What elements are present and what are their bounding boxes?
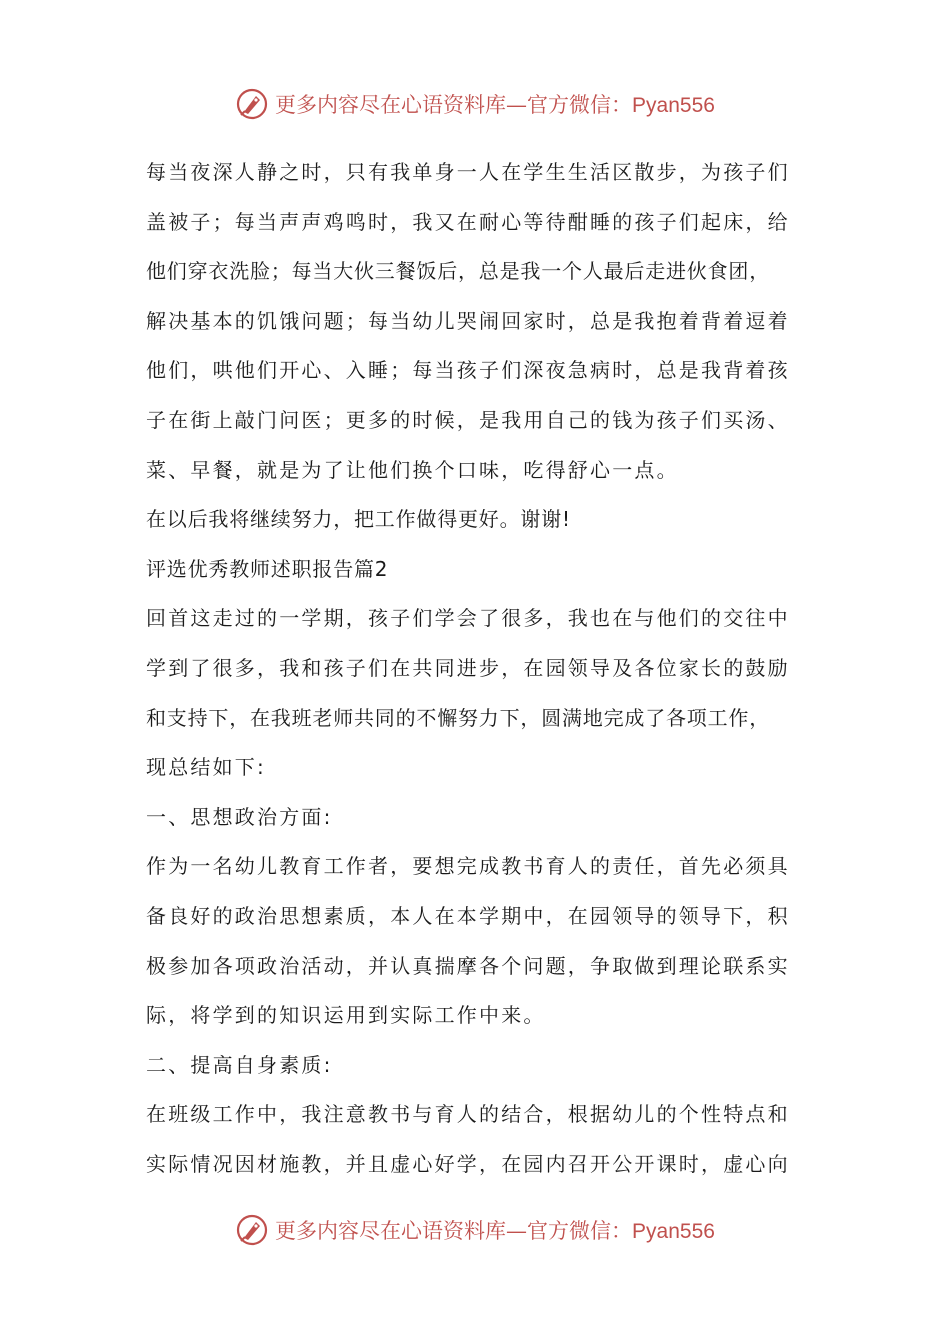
body-line: 盖被子；每当声声鸡鸣时，我又在耐心等待酣睡的孩子们起床，给 bbox=[146, 209, 790, 234]
watermark-text bbox=[275, 1215, 715, 1245]
body-line: 解决基本的饥饿问题；每当幼儿哭闹回家时，总是我抱着背着逗着 bbox=[146, 308, 790, 333]
body-line: 极参加各项政治活动，并认真揣摩各个问题，争取做到理论联系实 bbox=[146, 953, 790, 978]
watermark-wechat-id: Pyan556 bbox=[632, 94, 715, 117]
body-line: 在班级工作中，我注意教书与育人的结合，根据幼儿的个性特点和 bbox=[146, 1102, 790, 1127]
watermark-group bbox=[235, 87, 715, 121]
body-line: 实际情况因材施教，并且虚心好学，在园内召开公开课时，虚心向 bbox=[146, 1151, 790, 1176]
pen-nib-logo-icon bbox=[235, 1213, 269, 1247]
watermark-text bbox=[275, 89, 715, 119]
body-line: 现总结如下: bbox=[146, 755, 266, 780]
body-line: 他们，哄他们开心、入睡；每当孩子们深夜急病时，总是我背着孩 bbox=[146, 358, 790, 383]
body-line: 菜、早餐，就是为了让他们换个口味，吃得舒心一点。 bbox=[146, 457, 679, 482]
body-line: 备良好的政治思想素质，本人在本学期中，在园领导的领导下，积 bbox=[146, 903, 790, 928]
watermark-group bbox=[235, 1213, 715, 1247]
body-line: 际，将学到的知识运用到实际工作中来。 bbox=[146, 1003, 546, 1028]
body-line: 子在街上敲门问医；更多的时候，是我用自己的钱为孩子们买汤、 bbox=[146, 407, 790, 432]
header-watermark bbox=[0, 82, 950, 126]
watermark-label: 更多内容尽在心语资料库—官方微信： bbox=[275, 93, 633, 117]
body-line: 学到了很多，我和孩子们在共同进步，在园领导及各位家长的鼓励 bbox=[146, 655, 790, 680]
body-line: 他们穿衣洗脸；每当大伙三餐饭后，总是我一个人最后走进伙食团， bbox=[146, 259, 770, 284]
subheading: 一、思想政治方面: bbox=[146, 804, 333, 829]
watermark-wechat-id: Pyan556 bbox=[632, 1220, 715, 1243]
body-line: 每当夜深人静之时，只有我单身一人在学生生活区散步，为孩子们 bbox=[146, 160, 790, 184]
body-line: 作为一名幼儿教育工作者，要想完成教书育人的责任，首先必须具 bbox=[146, 854, 790, 879]
watermark-label: 更多内容尽在心语资料库—官方微信： bbox=[275, 1219, 633, 1243]
pen-nib-logo-icon bbox=[235, 87, 269, 121]
document-body bbox=[146, 148, 826, 1189]
subheading: 二、提高自身素质: bbox=[146, 1052, 333, 1077]
body-line: 在以后我将继续努力，把工作做得更好。谢谢! bbox=[146, 507, 571, 532]
body-line: 回首这走过的一学期，孩子们学会了很多，我也在与他们的交往中 bbox=[146, 606, 790, 631]
section-heading: 评选优秀教师述职报告篇2 bbox=[146, 556, 389, 581]
body-line: 和支持下，在我班老师共同的不懈努力下，圆满地完成了各项工作， bbox=[146, 705, 770, 730]
footer-watermark bbox=[0, 1208, 950, 1252]
